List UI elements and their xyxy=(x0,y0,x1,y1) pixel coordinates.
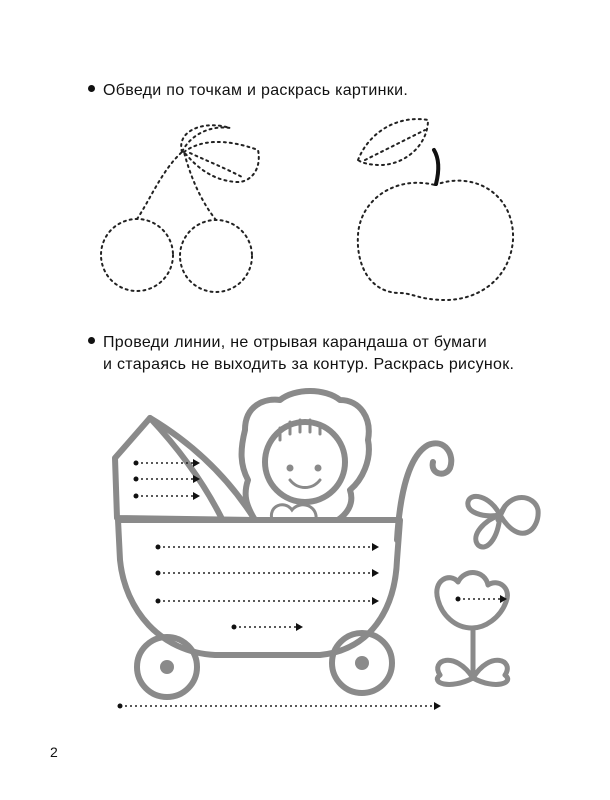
instruction-draw-line2: и стараясь не выходить за контур. Раскрась рисунок. xyxy=(103,356,515,373)
instruction-trace-text: Обведи по точкам и раскрась картинки. xyxy=(103,82,409,99)
flower-leaf-right xyxy=(473,660,508,684)
stroller-handle xyxy=(397,443,451,540)
baby-eye-right xyxy=(315,465,322,472)
baby-eye-left xyxy=(287,465,294,472)
baby-face-details xyxy=(271,420,320,520)
cherries-dotted-figure xyxy=(101,125,259,292)
wheel-hub-right xyxy=(355,656,369,670)
apple-dotted-figure xyxy=(358,119,513,300)
butterfly-figure xyxy=(468,496,538,547)
page-number: 2 xyxy=(50,744,58,760)
flower-head xyxy=(437,573,508,628)
stroller-hood xyxy=(115,418,255,520)
flower-figure xyxy=(437,573,508,685)
baby-stroller-figure xyxy=(115,391,451,697)
apple-stem xyxy=(434,150,438,184)
flower-leaf-left xyxy=(437,660,473,684)
wheel-hub-left xyxy=(160,660,174,674)
instruction-draw-line1: Проведи линии, не отрывая карандаша от бумаги xyxy=(103,334,487,351)
baby-face xyxy=(265,422,345,502)
